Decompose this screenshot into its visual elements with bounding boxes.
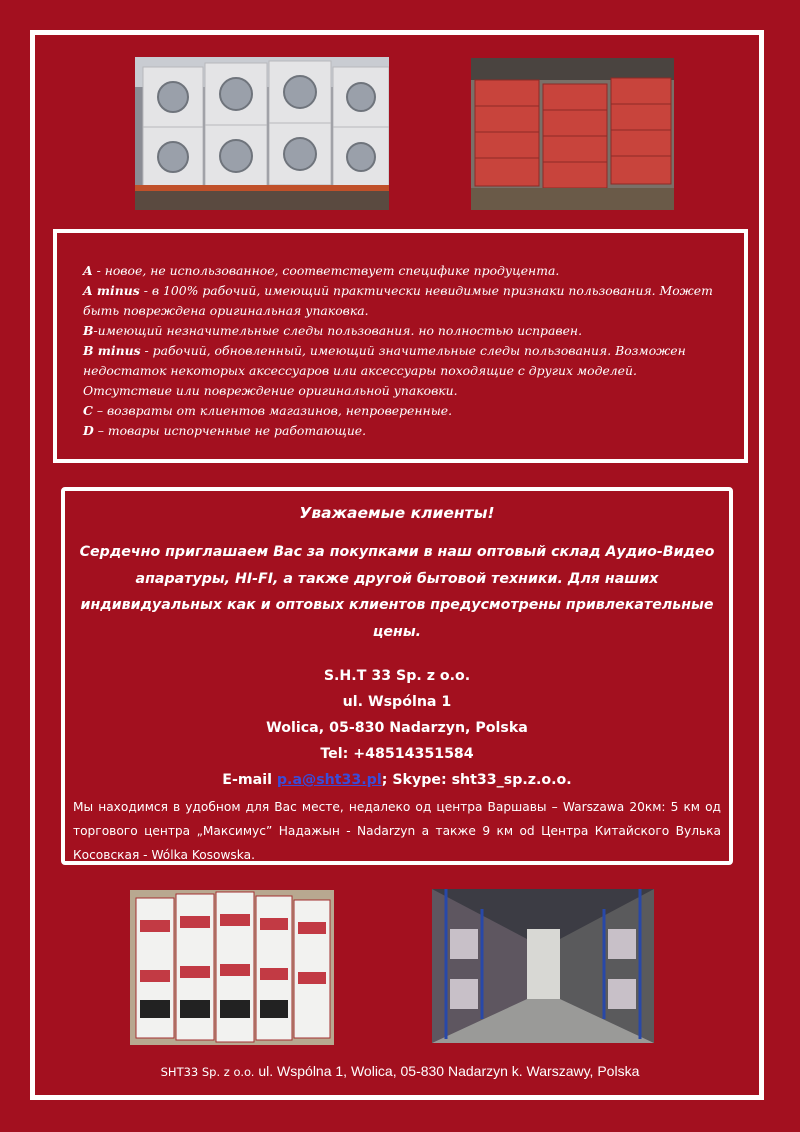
company-phone: Tel: +48514351584 (320, 746, 474, 762)
grade-description: – возвраты от клиентов магазинов, непроверенные. (92, 403, 453, 418)
company-street: ul. Wspólna 1 (342, 694, 452, 710)
product-grades-box (53, 229, 748, 463)
washing-machines-photo (135, 57, 389, 210)
red-boxes-photo (471, 58, 674, 210)
grade-description: – товары испорченные не работающие. (93, 423, 367, 438)
grade-code: C (83, 403, 93, 418)
footer-address (0, 1063, 800, 1079)
grade-b (83, 321, 714, 341)
grade-description: - новое, не использованное, соответствует специфике продуцента. (92, 263, 560, 278)
grade-code: A minus (83, 283, 140, 298)
location-description: Мы находимся в удобном для Вас месте, недалеко од центра Варшавы – Warszawa 20км: 5 км од торгового центра „Максимус” Надажын - Nadarzyn а также 9 км od Центра Китайского Вулька Косовская - Wólka Kosowska. (73, 800, 721, 862)
grade-code: B (83, 323, 94, 338)
grade-a-minus (83, 281, 714, 321)
appliance-stacks-photo (130, 890, 334, 1045)
grade-code: A (83, 263, 93, 278)
email-link[interactable]: p.a@sht33.pl (276, 772, 382, 788)
grade-description: - рабочий, обновленный, имеющий значительные следы пользования. Возможен недостаток некоторых аксессуаров или аксессуары походящие с других моделей. Отсутствие или повреждение оригинальной упаковки. (83, 343, 686, 398)
email-label: E-mail (222, 772, 277, 788)
grade-code: B minus (83, 343, 141, 358)
footer-street: ul. Wspólna 1, Wolica, 05-830 Nadarzyn k. Warszawy, Polska (258, 1063, 640, 1079)
welcome-box (61, 487, 733, 865)
company-email-line (65, 767, 729, 793)
company-contact (65, 663, 729, 793)
welcome-message: Сердечно приглашаем Вас за покупками в наш оптовый склад Аудио-Видео апаратуры, HI-FI, а также другой бытовой техники. Для наших индивидуальных как и оптовых клиентов предусмотрены привлекательные цены. (79, 544, 715, 640)
grade-a (83, 261, 714, 281)
company-name: S.H.T 33 Sp. z o.o. (323, 668, 471, 684)
grade-b-minus (83, 341, 714, 401)
grade-code: D (83, 423, 94, 438)
welcome-title: Уважаемые клиенты! (299, 504, 495, 522)
warehouse-aisle-photo (432, 889, 654, 1043)
company-city: Wolica, 05-830 Nadarzyn, Polska (266, 720, 528, 736)
grade-description: - в 100% рабочий, имеющий практически невидимые признаки пользования. Может быть повреждена оригинальная упаковка. (83, 283, 713, 318)
skype-contact: ; Skype: sht33_sp.z.o.o. (381, 772, 572, 788)
footer-company: SHT33 Sp. z o.o. (160, 1065, 255, 1079)
grade-d (83, 421, 714, 441)
grade-description: -имеющий незначительные следы пользования. но полностью исправен. (93, 323, 583, 338)
grade-c (83, 401, 714, 421)
